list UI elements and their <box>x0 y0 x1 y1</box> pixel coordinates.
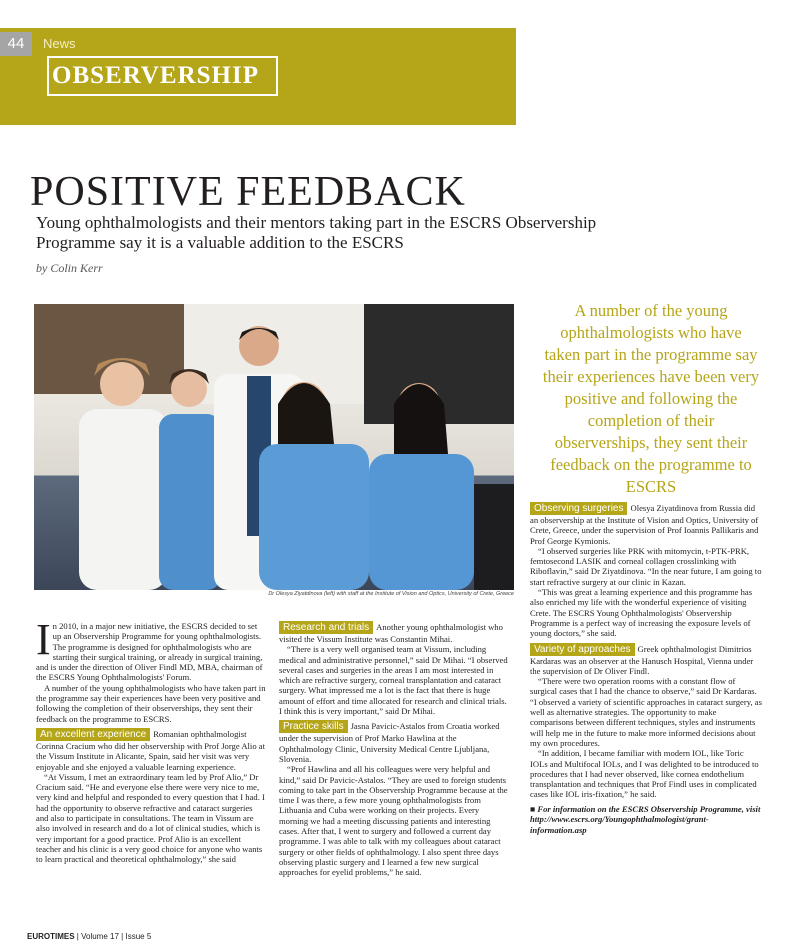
paragraph <box>530 502 762 546</box>
drop-cap: I <box>36 615 51 664</box>
article-column-1 <box>36 615 266 865</box>
paragraph: “I observed surgeries like PRK with mitomycin, t-PTK-PRK, femtosecond LASIK and corneal collagen crosslinking with Riboflavin,” said Dr Ziyatdinova. “In the near future, I am going to start refractive surgery at our clinic in Kazan. <box>530 545 762 587</box>
paragraph-text: Olesya Ziyatdinova from Russia did an observership at the Institute of Vision and Optics, University of Crete, Greece, under the supervision of Prof Ioannis Pallikaris and Prof George Kymionis. <box>530 503 759 546</box>
photo-caption: Dr Olesya Ziyatdinova (left) with staff at the Institute of Vision and Optics, University of Crete, Greece <box>268 591 514 597</box>
paragraph: “In addition, I became familiar with modern IOL, like Toric IOLs and Multifocal IOLs, and I was delighted to be introduced to procedures that I had never observed, like cornea endothelium transplantation and techniques that Prof Findl uses in complicated cases like IOL iris-fixation,” he said. <box>530 748 759 800</box>
pull-quote: A number of the young ophthalmologists who have taken part in the programme say their experiences have been very positive and following the completion of their observerships, they sent their feedback on the programme to ESCRS <box>542 301 760 496</box>
subheading: An excellent experience <box>36 728 150 741</box>
paragraph <box>530 643 762 677</box>
paragraph-text: Greek ophthalmologist Dimitrios Kardaras was an observer at the Hanusch Hospital, Vienna under the supervision of Dr Oliver Findl. <box>530 643 754 676</box>
page-number: 44 <box>0 32 32 56</box>
group-photo <box>34 304 514 590</box>
paragraph: “This was great a learning experience and this programme has also enriched my life with the wonderful experience of visiting Crete. The ESCRS Young Ophthalmologists' Observership Programme is a perfect way of increasing the exposure levels of young doctors,” she said. <box>530 587 753 639</box>
paragraph-text: Romanian ophthalmologist Corinna Cracium who did her observership with Prof Jorge Alio at the Vissum Institute in Alicante, Spain, said her visit was very enjoyable and she enjoyed a valuable learning experience. <box>36 728 265 772</box>
paragraph: “At Vissum, I met an extraordinary team led by Prof Alio,” Dr Cracium said. “He and everyone else there were very nice to me, very kind and helpful and responded to every question that I had. I had the opportunity to observe refractive and cataract surgeries and also to participate in consultations. The team in Vissum are also involved in research and do a lot of clinical studies, which is very important for a good practice. Prof Alio is an excellent teacher and his clinic is a very good choice for anyone who wants to learn practical and theoretical ophthalmology,” she said <box>36 771 265 865</box>
group-photo-illustration <box>34 304 514 590</box>
intro-paragraph <box>36 615 266 683</box>
paragraph <box>36 728 266 772</box>
paragraph-text: Another young ophthalmologist who visited the Vissum Institute was Constantin Mihai. <box>279 622 503 644</box>
article-standfirst: Young ophthalmologists and their mentors taking part in the ESCRS Observership Programme say it is a valuable addition to the ESCRS <box>36 213 597 252</box>
paragraph <box>279 621 510 644</box>
footer-volume: Volume 17 <box>81 932 119 941</box>
paragraph <box>279 720 510 764</box>
paragraph: “There is a very well organised team at Vissum, including medical and administrative personnel,” said Dr Mihai. “I observed several cases and surgeries in the areas I am most interested in which are refractive surgery, corneal transplantation and cataract surgery. What impressed me a lot is the fact that there is huge amount of effort and time allocated for research and clinical trials. I think this is very important,” said Dr Mihai. <box>279 644 508 717</box>
article-column-3 <box>530 502 762 835</box>
subheading: Practice skills <box>279 720 348 733</box>
article-column-2 <box>279 621 510 878</box>
paragraph: A number of the young ophthalmologists who have taken part in the programme say their experiences have been very positive and following the completion of their observerships, they sent their feedback on the programme to ESCRS. <box>36 682 266 724</box>
footer-separator: | <box>121 932 124 941</box>
footer-brand: EUROTIMES <box>27 932 75 941</box>
paragraph-text: n 2010, in a major new initiative, the ESCRS decided to set up an Observership Programme for young ophthalmologists. The programme is designed for ophthalmologists who are starting their surgical training, or already in surgical training, and is under the direction of Oliver Findl MD, MBA, chairman of the ESCRS Young Ophthalmologists' Forum. <box>36 621 263 683</box>
footer-issue: Issue 5 <box>125 932 152 941</box>
paragraph-text: Jasna Pavicic-Astalos from Croatia worked under the supervision of Prof Marko Hawlina at the Ophthalmology Clinic, University Medical Centre Ljubljana, Slovenia. <box>279 721 500 764</box>
footer-separator: | <box>76 932 79 941</box>
section-tag: News <box>43 36 76 51</box>
subheading: Observing surgeries <box>530 502 627 515</box>
paragraph: “There were two operation rooms with a constant flow of surgical cases that I had the chance to observe,” said Dr Kardaras. “I observed a variety of scientific approaches in cataract surgery, as well as alternative strategies. The opportunity to make comparisons between different techniques, styles and instruments will help me in the future to make more informed decisions about my own procedures. <box>530 676 762 748</box>
article-title: POSITIVE FEEDBACK <box>30 169 466 215</box>
section-title: OBSERVERSHIP <box>52 62 260 89</box>
page-footer <box>27 932 151 941</box>
info-link-note[interactable]: ■ For information on the ESCRS Observership Programme, visit http://www.escrs.org/Youngophthalmologist/grant-information.asp <box>530 803 761 835</box>
subheading: Variety of approaches <box>530 643 635 656</box>
paragraph: “Prof Hawlina and all his colleagues were very helpful and kind,” said Dr Pavicic-Astalos. “They are used to foreign students coming to take part in the Observership Programme because at the time I was there, a few more young ophthalmologists from Lithuania and Cuba were working on their projects. Every morning we had a meeting discussing patients and interesting cases. After that, I went to surgery and followed a current day programme. I was able to talk with my colleagues about cataract surgery or other fields of ophthalmology. I also spent three days observing plastic surgery and I learned a few new surgical approaches for eyelid problems,” he said. <box>279 764 508 878</box>
byline: by Colin Kerr <box>36 261 103 275</box>
subheading: Research and trials <box>279 621 373 634</box>
